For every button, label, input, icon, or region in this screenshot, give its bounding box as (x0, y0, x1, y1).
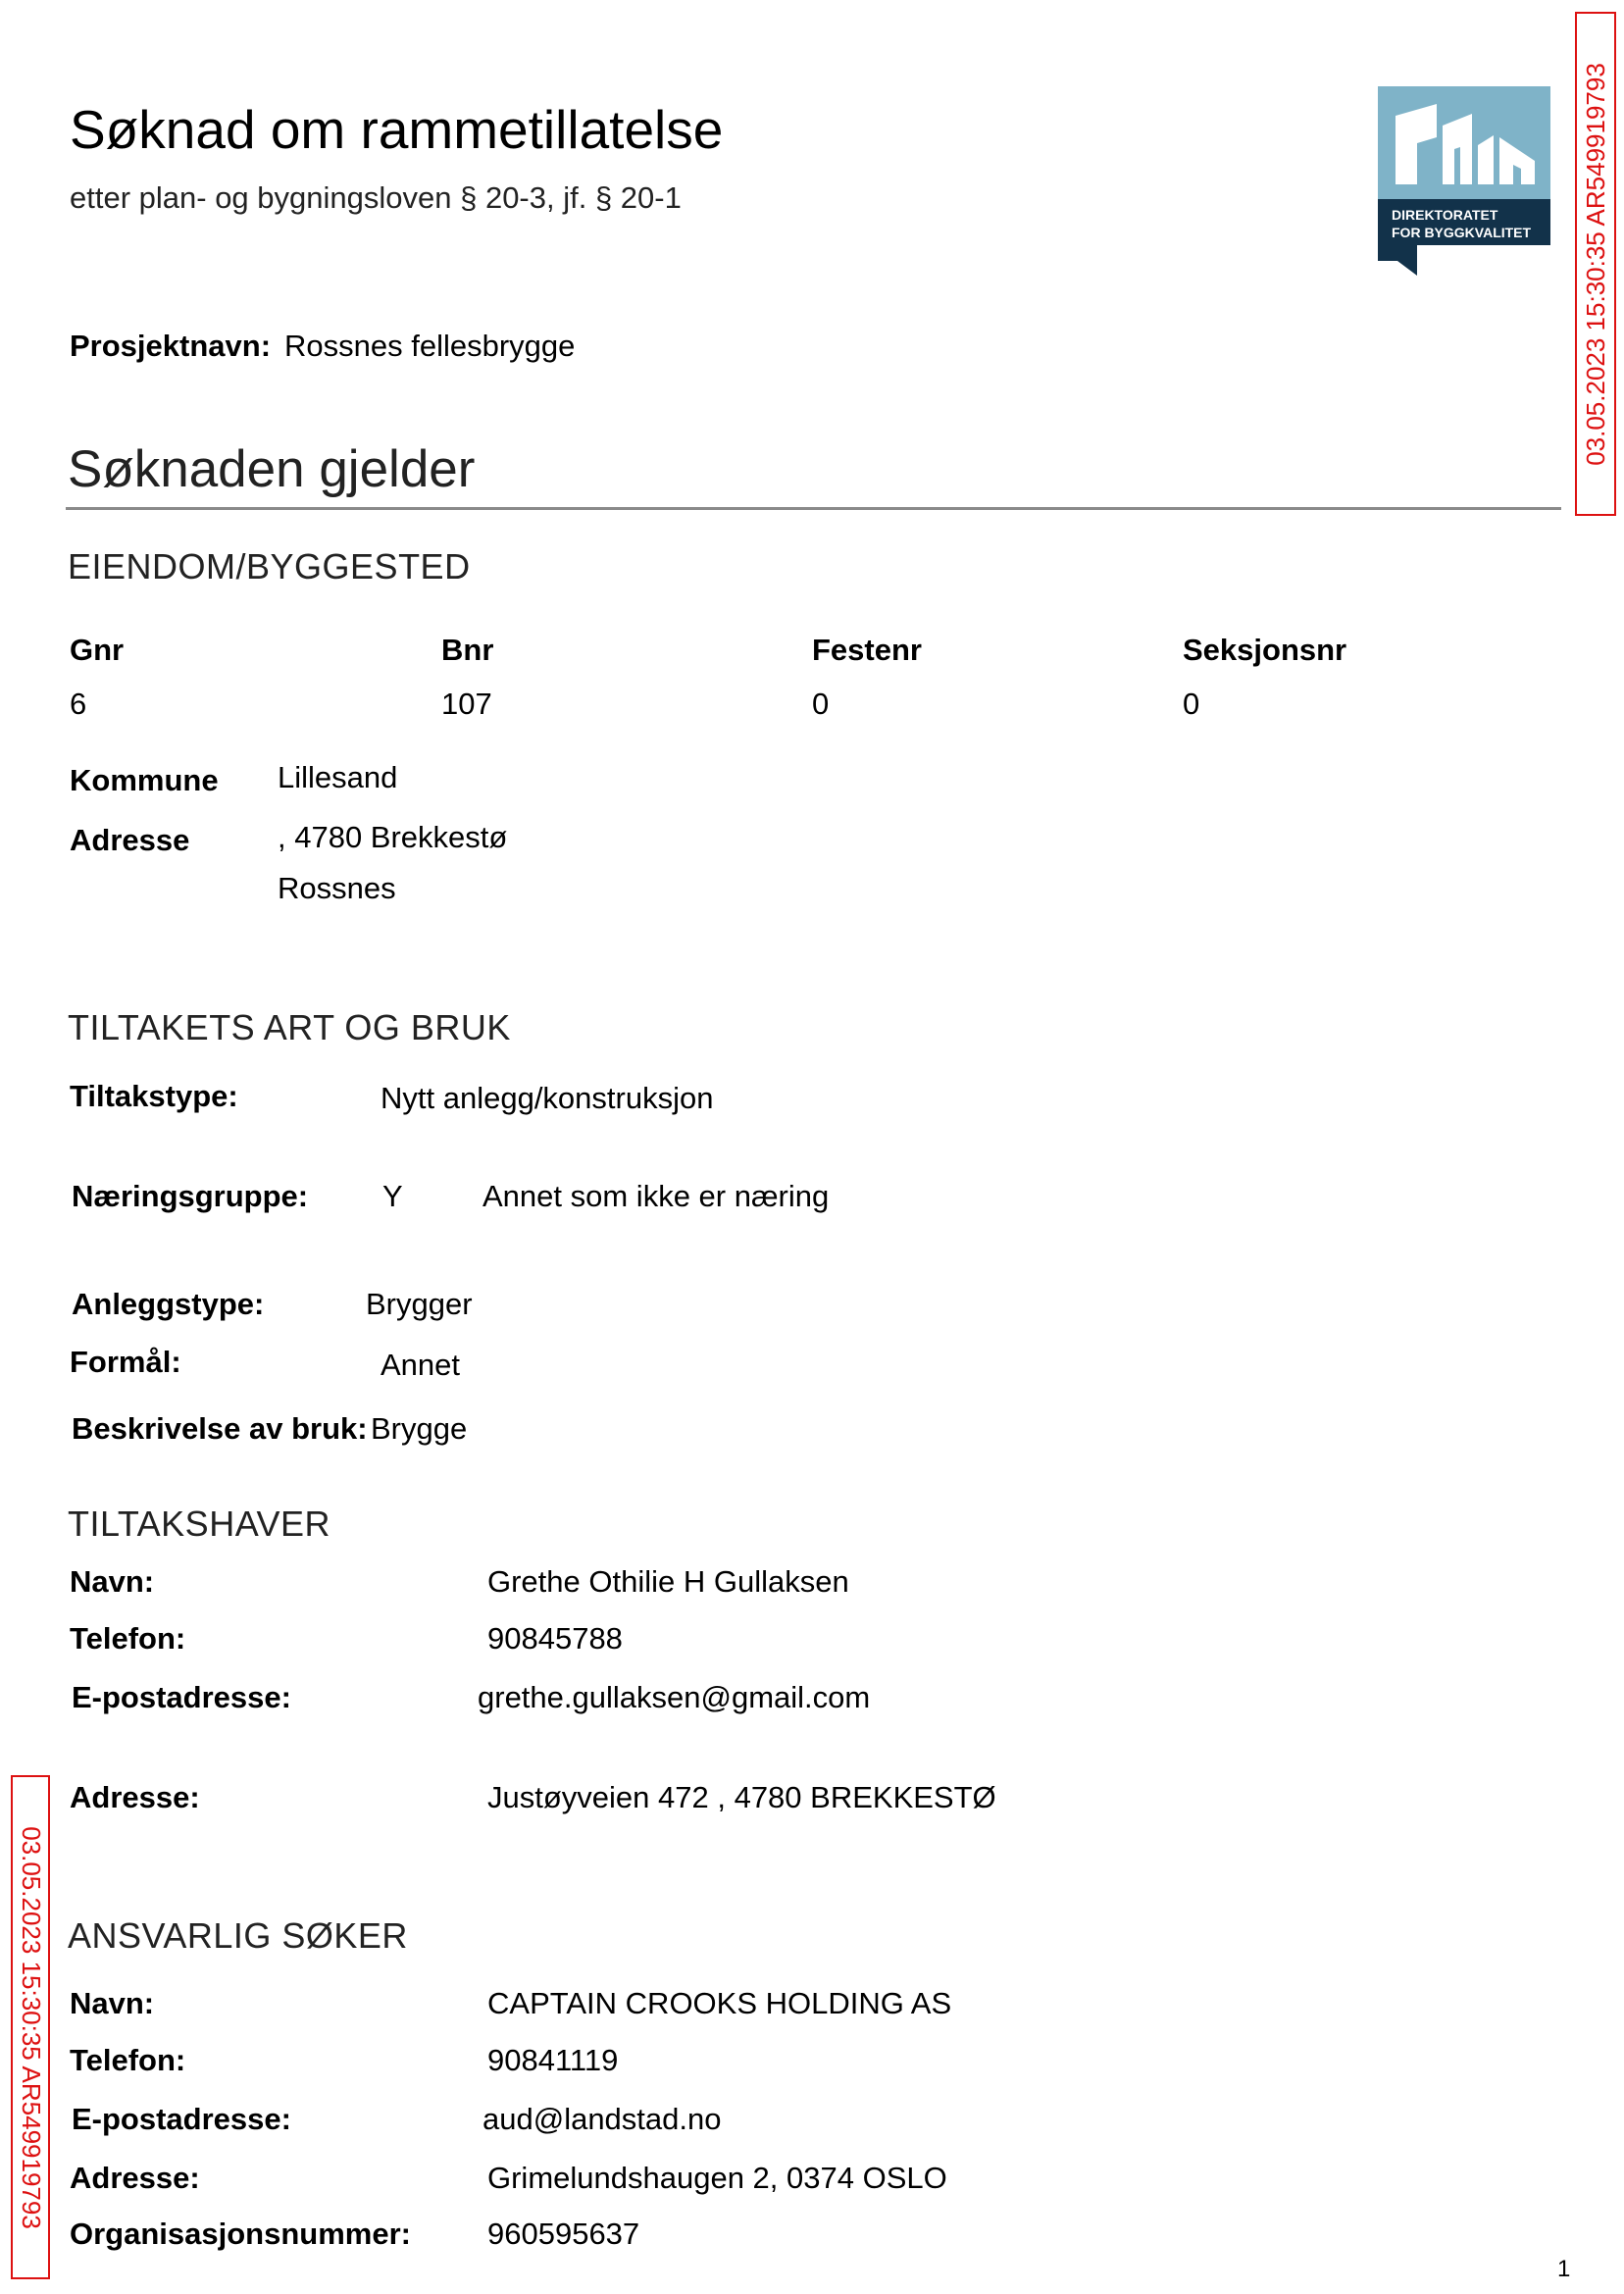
festenr-label: Festenr (812, 633, 922, 667)
logo-text-line1: DIREKTORATET (1392, 207, 1498, 223)
tiltakstype-label: Tiltakstype: (70, 1079, 238, 1113)
soker-navn-label: Navn: (70, 1986, 155, 2020)
date-stamp-top-text: 03.05.2023 15:30:35 AR549919793 (1580, 62, 1610, 466)
naeringsgruppe-label: Næringsgruppe: (72, 1179, 309, 1213)
tiltakshaver-telefon-value: 90845788 (487, 1621, 623, 1656)
seksjonsnr-value: 0 (1183, 687, 1200, 721)
project-name-value: Rossnes fellesbrygge (284, 329, 576, 363)
project-name-label: Prosjektnavn: (70, 329, 272, 363)
tiltakshaver-adresse-value: Justøyveien 472 , 4780 BREKKESTØ (487, 1780, 996, 1814)
soker-telefon-value: 90841119 (487, 2043, 619, 2077)
beskrivelse-label: Beskrivelse av bruk: (72, 1411, 368, 1446)
eiendom-heading: EIENDOM/BYGGESTED (68, 546, 471, 586)
soker-epost-value: aud@landstad.no (482, 2102, 722, 2136)
dibk-logo (1378, 86, 1550, 276)
anleggstype-label: Anleggstype: (72, 1287, 265, 1321)
naeringsgruppe-code: Y (382, 1179, 403, 1213)
soker-orgnr-value: 960595637 (487, 2217, 640, 2251)
document-subtitle: etter plan- og bygningsloven § 20-3, jf. § 20-1 (70, 180, 682, 215)
tiltak-heading: TILTAKETS ART OG BRUK (68, 1007, 511, 1047)
gnr-value: 6 (70, 687, 87, 721)
bnr-value: 107 (441, 687, 492, 721)
tiltakshaver-navn-label: Navn: (70, 1564, 155, 1599)
formal-label: Formål: (70, 1345, 181, 1379)
soker-adresse-label: Adresse: (70, 2161, 200, 2195)
date-stamp-left (11, 1775, 50, 2279)
tiltakshaver-navn-value: Grethe Othilie H Gullaksen (487, 1564, 849, 1599)
tiltakstype-value: Nytt anlegg/konstruksjon (381, 1081, 714, 1115)
bnr-label: Bnr (441, 633, 494, 667)
tiltakshaver-epost-label: E-postadresse: (72, 1680, 291, 1714)
tiltakshaver-telefon-label: Telefon: (70, 1621, 186, 1656)
logo-text-line2: FOR BYGGKVALITET (1392, 225, 1532, 240)
adresse-line2: Rossnes (278, 871, 396, 905)
gnr-label: Gnr (70, 633, 125, 667)
tiltakshaver-adresse-label: Adresse: (70, 1780, 200, 1814)
soker-telefon-label: Telefon: (70, 2043, 186, 2077)
document-title: Søknad om rammetillatelse (70, 99, 724, 160)
date-stamp-left-text: 03.05.2023 15:30:35 AR549919793 (16, 1825, 46, 2229)
beskrivelse-value: Brygge (371, 1411, 468, 1446)
festenr-value: 0 (812, 687, 830, 721)
seksjonsnr-label: Seksjonsnr (1183, 633, 1347, 667)
soker-orgnr-label: Organisasjonsnummer: (70, 2217, 411, 2251)
ansvarlig-soker-heading: ANSVARLIG SØKER (68, 1915, 408, 1956)
adresse-line1: , 4780 Brekkestø (278, 820, 508, 854)
naeringsgruppe-value: Annet som ikke er næring (482, 1179, 830, 1213)
tiltakshaver-heading: TILTAKSHAVER (68, 1504, 331, 1544)
kommune-value: Lillesand (278, 760, 398, 794)
formal-value: Annet (381, 1348, 461, 1382)
adresse-label: Adresse (70, 823, 190, 857)
page-number: 1 (1557, 2256, 1571, 2282)
soker-navn-value: CAPTAIN CROOKS HOLDING AS (487, 1986, 952, 2020)
anleggstype-value: Brygger (366, 1287, 473, 1321)
section-title: Søknaden gjelder (68, 440, 476, 498)
soker-epost-label: E-postadresse: (72, 2102, 291, 2136)
kommune-label: Kommune (70, 763, 219, 797)
section-divider (66, 507, 1561, 510)
soker-adresse-value: Grimelundshaugen 2, 0374 OSLO (487, 2161, 947, 2195)
date-stamp-top (1575, 12, 1616, 516)
tiltakshaver-epost-value: grethe.gullaksen@gmail.com (478, 1680, 871, 1714)
